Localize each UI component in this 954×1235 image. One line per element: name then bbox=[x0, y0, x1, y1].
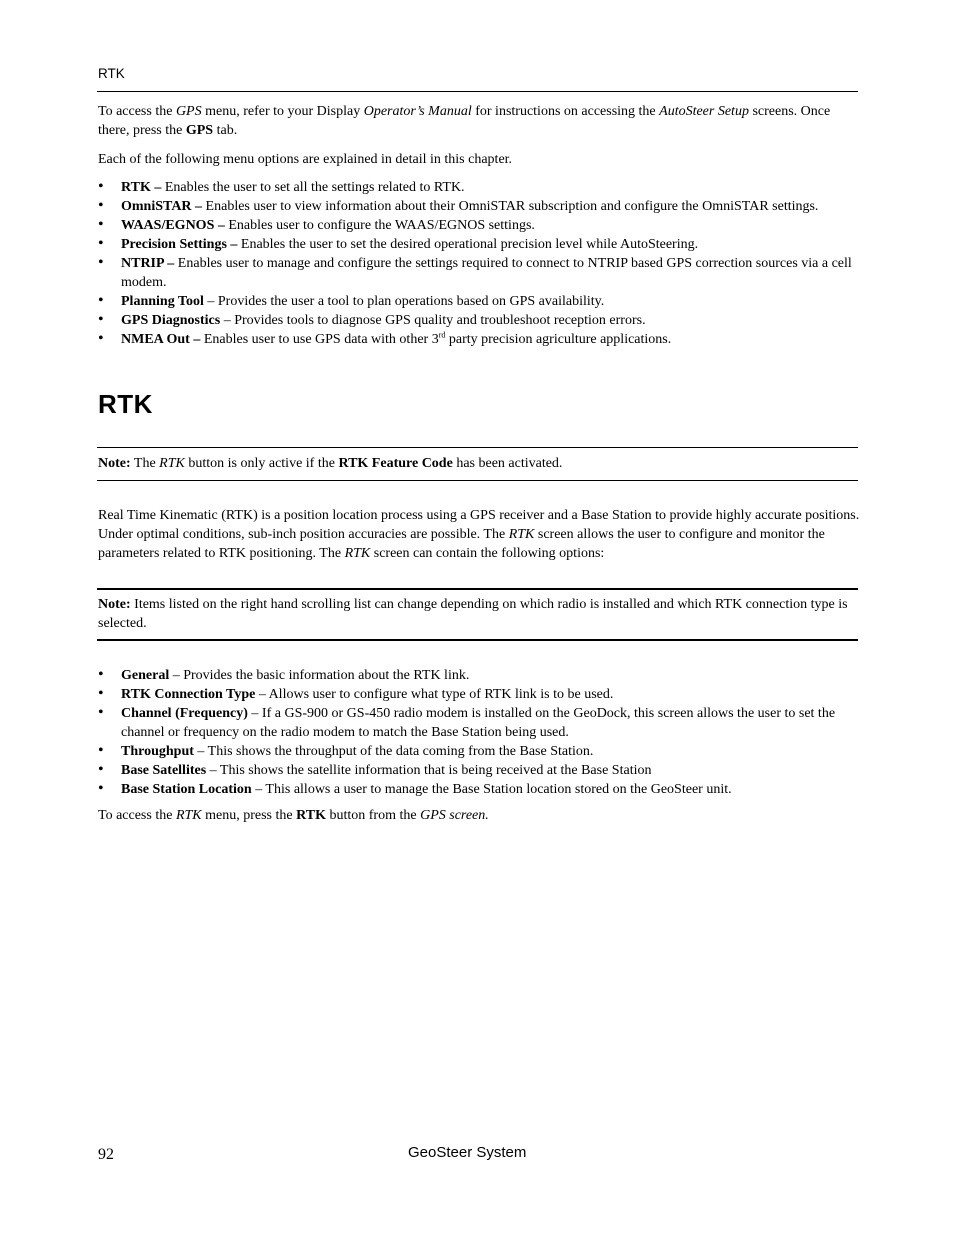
note-feature-code-text-run: button is only active if the bbox=[184, 456, 339, 471]
rtk-description-text-run: Real Time Kinematic (RTK) is a position location process using a GPS receiver and a Base Station to provide highly accurate positions. Under optimal conditions, sub-inch position accuracies are possible. The bbox=[98, 508, 860, 542]
option-name: WAAS/EGNOS – bbox=[121, 218, 225, 233]
rtk-access-text-run: RTK bbox=[296, 808, 326, 823]
list-item bbox=[98, 216, 860, 235]
rtk-access-text-run: To access the bbox=[98, 808, 176, 823]
note-feature-code-text bbox=[98, 454, 860, 473]
option-description: Enables user to view information about their OmniSTAR subscription and configure the OmniSTAR settings. bbox=[202, 199, 819, 214]
gps-access-text-run: To access the bbox=[98, 104, 176, 119]
gps-access-text-run: Operator’s Manual bbox=[363, 104, 472, 119]
option-description: Enables the user to set the desired operational precision level while AutoSteering. bbox=[237, 237, 699, 252]
gps-access-text-run: tab. bbox=[213, 123, 238, 138]
gps-access-text-run: for instructions on accessing the bbox=[471, 104, 660, 119]
option-name: OmniSTAR – bbox=[121, 199, 203, 214]
intro-access-paragraph bbox=[98, 102, 860, 140]
bullet-icon: • bbox=[98, 178, 104, 195]
gps-access-text-run: AutoSteer Setup bbox=[659, 104, 749, 119]
gps-options-list bbox=[98, 178, 860, 349]
note-feature-code-text-run: The bbox=[130, 456, 160, 471]
option-name: NTRIP – bbox=[121, 256, 175, 271]
rtk-description-paragraph bbox=[98, 506, 860, 563]
rtk-access-paragraph bbox=[98, 806, 860, 825]
rtk-description-text-run: screen can contain the following options: bbox=[370, 546, 605, 561]
note2-bottom-rule bbox=[97, 639, 858, 641]
note-scrolling-list-text-run: Note: bbox=[98, 597, 131, 612]
bullet-icon: • bbox=[98, 330, 104, 347]
option-name: NMEA Out – bbox=[121, 332, 201, 347]
option-description: Enables user to manage and configure the settings required to connect to NTRIP based GPS correction sources via a cell modem. bbox=[121, 256, 852, 290]
note-scrolling-list-text bbox=[98, 595, 860, 633]
option-description: – Provides tools to diagnose GPS quality and troubleshoot reception errors. bbox=[220, 313, 646, 328]
list-item bbox=[98, 178, 860, 197]
option-name: RTK – bbox=[121, 180, 162, 195]
rtk-options-list-container bbox=[98, 666, 860, 799]
gps-access-text-run: GPS bbox=[175, 104, 202, 119]
gps-access-text-run: screens. Once there, press the bbox=[98, 104, 831, 138]
list-item bbox=[98, 254, 860, 292]
page-number: 92 bbox=[98, 1146, 114, 1163]
note2-top-rule bbox=[97, 588, 858, 590]
bullet-icon: • bbox=[98, 216, 104, 233]
list-item bbox=[98, 761, 860, 780]
rtk-description-text-run: screen allows the user to configure and monitor the parameters related to RTK positioning. The bbox=[98, 527, 825, 561]
gps-options-list-container bbox=[98, 178, 860, 349]
list-item bbox=[98, 292, 860, 311]
rtk-access-text-run: button from the bbox=[325, 808, 421, 823]
option-name: RTK Connection Type bbox=[121, 687, 256, 702]
list-item bbox=[98, 704, 860, 742]
option-description: – This shows the satellite information that is being received at the Base Station bbox=[206, 763, 652, 778]
option-description: – Provides the basic information about the RTK link. bbox=[169, 668, 470, 683]
list-item bbox=[98, 197, 860, 216]
option-description-tail: party precision agriculture applications. bbox=[445, 332, 672, 347]
option-description: – Allows user to configure what type of RTK link is to be used. bbox=[255, 687, 614, 702]
rtk-access-text-run: menu, press the bbox=[201, 808, 297, 823]
option-name: Precision Settings – bbox=[121, 237, 238, 252]
bullet-icon: • bbox=[98, 685, 104, 702]
bullet-icon: • bbox=[98, 780, 104, 797]
gps-access-text-run: GPS bbox=[185, 123, 214, 138]
note1-bottom-rule bbox=[97, 480, 858, 481]
list-item bbox=[98, 235, 860, 254]
list-item bbox=[98, 330, 860, 349]
option-description: – Provides the user a tool to plan operations based on GPS availability. bbox=[203, 294, 605, 309]
gps-access-text bbox=[98, 102, 860, 140]
option-description: – If a GS-900 or GS-450 radio modem is installed on the GeoDock, this screen allows the user to set the channel or frequency on the radio modem to match the Base Station being used. bbox=[121, 706, 836, 740]
note-feature-code-text-run: RTK bbox=[159, 456, 185, 471]
bullet-icon: • bbox=[98, 742, 104, 759]
option-name: Planning Tool bbox=[121, 294, 204, 309]
bullet-icon: • bbox=[98, 704, 104, 721]
note-feature-code-text-run: has been activated. bbox=[452, 456, 563, 471]
option-name: Channel (Frequency) bbox=[121, 706, 248, 721]
rtk-access-text-run: GPS screen. bbox=[420, 808, 489, 823]
bullet-icon: • bbox=[98, 292, 104, 309]
bullet-icon: • bbox=[98, 666, 104, 683]
list-item bbox=[98, 666, 860, 685]
rtk-description-text-run: RTK bbox=[508, 527, 535, 542]
option-name: Base Station Location bbox=[121, 782, 252, 797]
rtk-description-text bbox=[98, 506, 860, 563]
footer-doc-title: GeoSteer System bbox=[408, 1144, 527, 1161]
list-item bbox=[98, 742, 860, 761]
option-name: Throughput bbox=[121, 744, 194, 759]
option-description: Enables user to configure the WAAS/EGNOS settings. bbox=[224, 218, 535, 233]
note-feature-code-text-run: Note: bbox=[98, 456, 131, 471]
rtk-access-text-run: RTK bbox=[175, 808, 202, 823]
bullet-icon: • bbox=[98, 197, 104, 214]
header-rule bbox=[97, 91, 858, 92]
option-name: Base Satellites bbox=[121, 763, 207, 778]
list-item bbox=[98, 311, 860, 330]
bullet-icon: • bbox=[98, 254, 104, 271]
list-item bbox=[98, 685, 860, 704]
option-description: – This allows a user to manage the Base Station location stored on the GeoSteer unit. bbox=[251, 782, 732, 797]
bullet-icon: • bbox=[98, 761, 104, 778]
gps-access-text-run: menu, refer to your Display bbox=[201, 104, 364, 119]
rtk-access-text bbox=[98, 806, 860, 825]
rtk-description-text-run: RTK bbox=[344, 546, 371, 561]
note-scrolling-list bbox=[98, 595, 860, 633]
option-name: General bbox=[121, 668, 170, 683]
option-name: GPS Diagnostics bbox=[121, 313, 221, 328]
option-description: Enables user to use GPS data with other 3 bbox=[200, 332, 439, 347]
option-description: – This shows the throughput of the data coming from the Base Station. bbox=[193, 744, 594, 759]
list-item bbox=[98, 780, 860, 799]
note-scrolling-list-text-run: Items listed on the right hand scrolling list can change depending on which radio is installed and which RTK connection type is selected. bbox=[98, 597, 848, 631]
rtk-options-list bbox=[98, 666, 860, 799]
note-feature-code-text-run: RTK Feature Code bbox=[338, 456, 453, 471]
section-title: RTK bbox=[98, 389, 153, 419]
running-header: RTK bbox=[98, 66, 125, 81]
bullet-icon: • bbox=[98, 311, 104, 328]
ordinal-suffix: rd bbox=[438, 330, 446, 340]
bullet-icon: • bbox=[98, 235, 104, 252]
note1-top-rule bbox=[97, 447, 858, 448]
note-feature-code bbox=[98, 454, 860, 473]
menu-intro-text: Each of the following menu options are explained in detail in this chapter. bbox=[98, 152, 513, 167]
option-description: Enables the user to set all the settings related to RTK. bbox=[161, 180, 465, 195]
menu-intro-paragraph bbox=[98, 150, 860, 169]
